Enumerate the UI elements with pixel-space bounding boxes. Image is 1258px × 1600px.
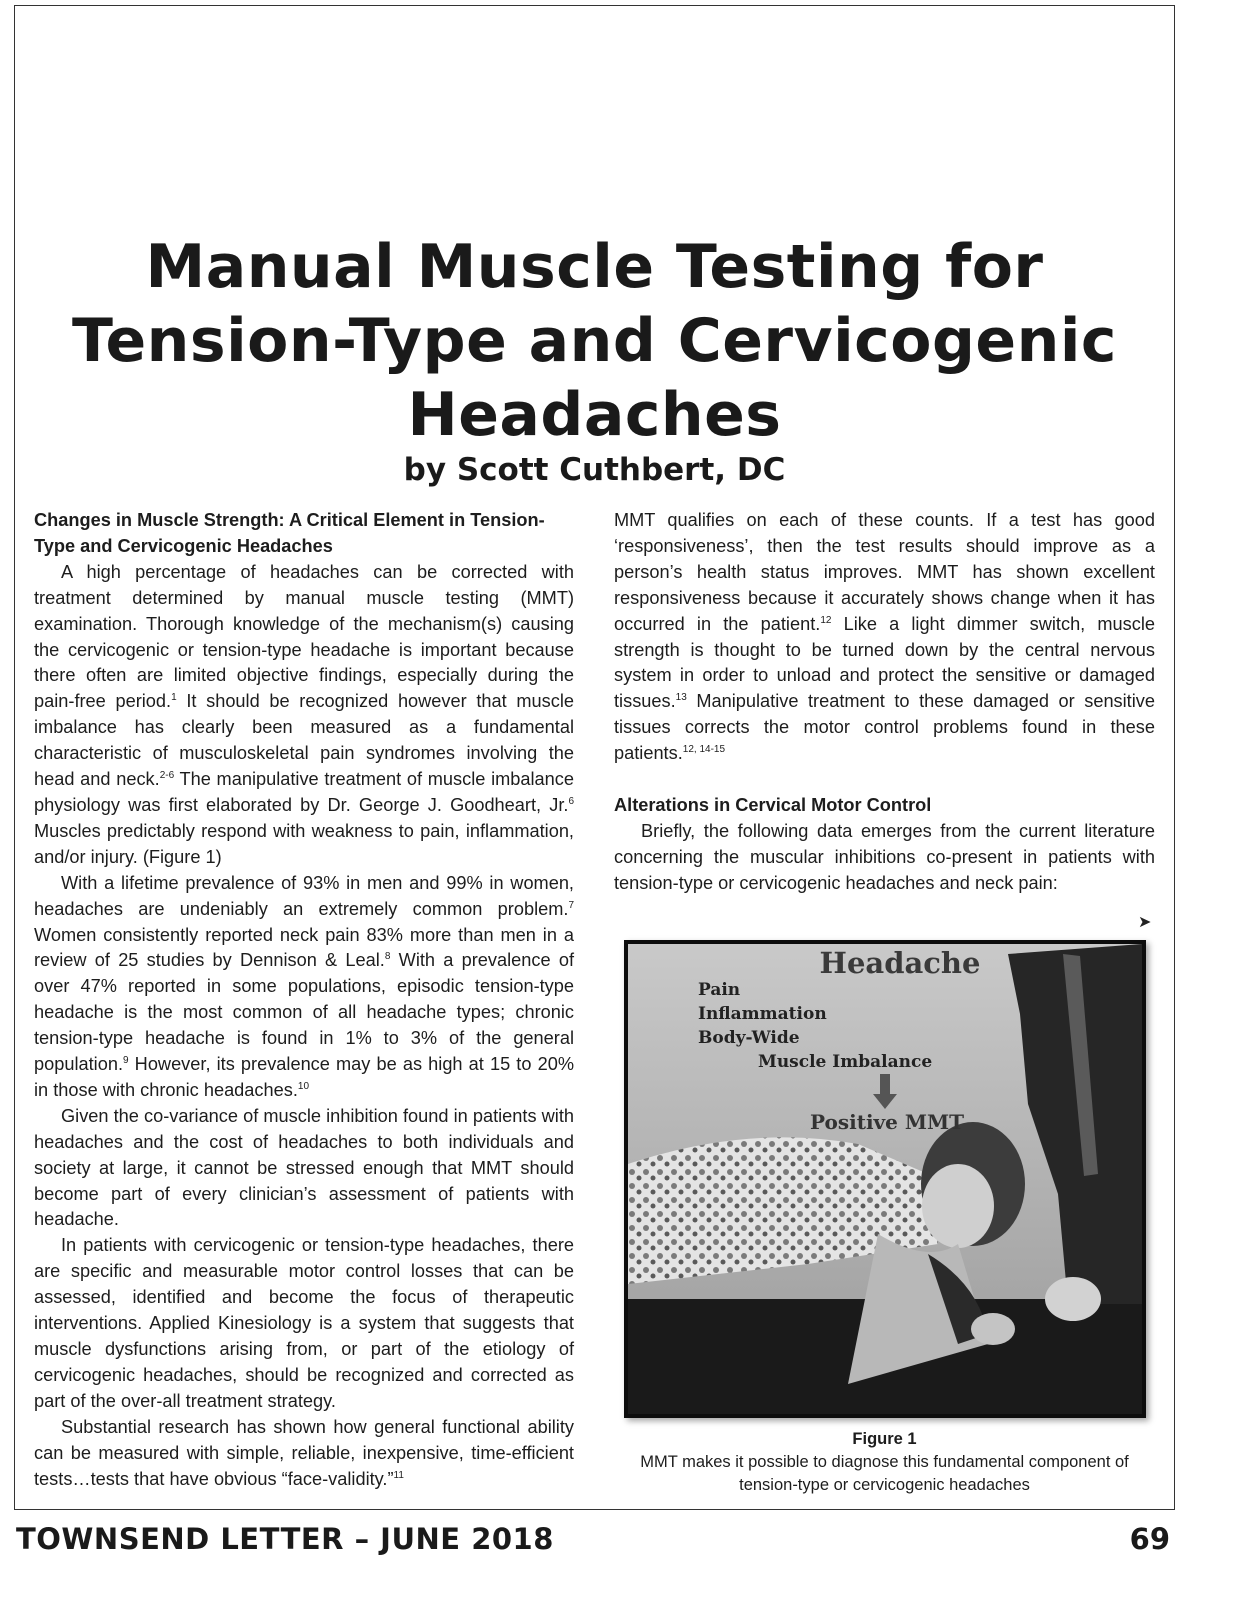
paragraph [614, 508, 1155, 767]
reference-mark: 9 [123, 1055, 129, 1067]
section-heading-1-line2: Type and Cervicogenic Headaches [34, 535, 333, 556]
continue-arrow-icon: ➤ [1138, 914, 1152, 931]
paragraph: In patients with cervicogenic or tension-type headaches, there are specific and measurable motor control losses that can be assessed, identified and become the focus of therapeutic interventions. Applied Kinesiology is a system that suggests that muscle dysfunctions arising from, or part of the etiology of cervicogenic headaches, should be recognized and corrected as part of the over-all treatment strategy. [34, 1235, 574, 1411]
text-run: Substantial research has shown how general functional ability can be measured with simple, reliable, inexpensive, time-efficient tests…tests that have obvious “face-validity.” [34, 1416, 574, 1489]
text-run: With a lifetime prevalence of 93% in men and 99% in women, headaches are undeniably an extremely common problem. [34, 872, 574, 919]
reference-mark: 2-6 [159, 770, 175, 782]
figure-caption-line2: tension-type or cervicogenic headaches [739, 1476, 1030, 1494]
text-run: With a prevalence of over 47% reported in some populations, episodic tension-type headache is the most common of all headache types; chronic tension-type headache is found in 1% to 3% of the general population. [34, 950, 574, 1075]
text-run: It should be recognized however that muscle imbalance has clearly been measured as a fundamental characteristic of musculoskeletal pain syndromes involving the head and neck. [34, 691, 574, 790]
figure-label-muscle-imbalance: Muscle Imbalance [758, 1052, 933, 1072]
footer-publication: TOWNSEND LETTER – JUNE 2018 [16, 1522, 554, 1556]
down-arrow-icon [873, 1074, 897, 1110]
reference-mark: 1 [171, 692, 177, 704]
section-heading-2: Alterations in Cervical Motor Control [614, 795, 932, 816]
section-heading-1-line1: Changes in Muscle Strength: A Critical Element in Tension- [34, 510, 545, 530]
spacer [614, 767, 1155, 793]
figure-label-inflammation: Inflammation [698, 1004, 827, 1024]
figure-caption-title: Figure 1 [852, 1430, 917, 1448]
text-run: Manipulative treatment to these damaged or sensitive tissues corrects the motor control problems found in these patients. [614, 691, 1155, 764]
figure-label-pain: Pain [698, 980, 741, 1000]
figure-label-body-wide: Body-Wide [698, 1028, 800, 1048]
reference-mark: 8 [384, 951, 391, 963]
figure-heading: Headache [819, 946, 981, 980]
text-run: The manipulative treatment of muscle imbalance physiology was first elaborated by Dr. George J. Goodheart, Jr. [34, 769, 574, 815]
reference-mark: 11 [393, 1469, 404, 1481]
text-run: Like a light dimmer switch, muscle strength is thought to be turned down by the central nervous system in order to unload and protect the sensitive or damaged tissues. [614, 613, 1155, 712]
paragraph [34, 1415, 574, 1493]
title-line-2: Tension-Type and Cervicogenic [72, 306, 1117, 376]
page-number: 69 [1129, 1522, 1170, 1556]
reference-mark: 10 [297, 1080, 310, 1092]
paragraph: Briefly, the following data emerges from the current literature concerning the muscular inhibitions co-present in patients with tension-type or cervicogenic headaches and neck pain: [614, 820, 1155, 893]
reference-mark: 12, 14-15 [682, 744, 726, 756]
section-heading-1 [34, 508, 574, 560]
right-column [614, 508, 1155, 897]
paragraph: Given the co-variance of muscle inhibition found in patients with headaches and the cost of headaches to both individuals and society at large, it cannot be stressed enough that MMT should become part of every clinician’s assessment of patients with headache. [34, 1105, 574, 1230]
text-run: Women consistently reported neck pain 83% more than men in a review of 25 studies by Dennison & Leal. [34, 924, 574, 971]
reference-mark: 6 [568, 795, 574, 807]
text-run: A high percentage of headaches can be corrected with treatment determined by manual muscle testing (MMT) examination. Thorough knowledge of the mechanism(s) causing the cervicogenic or tension-type headache is important because there often are limited objective findings, especially during the pain-free period. [34, 561, 574, 712]
title-line-3: Headaches [407, 380, 782, 450]
figure-1-photo [624, 940, 1146, 1418]
left-column [34, 508, 574, 1492]
byline: by Scott Cuthbert, DC [403, 452, 786, 488]
figure-caption [614, 1428, 1155, 1497]
reference-mark: 12 [820, 614, 832, 626]
text-run: Muscles predictably respond with weakness to pain, inflammation, and/or injury. (Figure 1) [34, 820, 574, 867]
reference-mark: 7 [568, 899, 574, 911]
paragraph [34, 560, 574, 871]
text-run: However, its prevalence may be as high at 15 to 20% in those with chronic headaches. [34, 1054, 574, 1100]
figure-caption-line1: MMT makes it possible to diagnose this fundamental component of [640, 1453, 1129, 1471]
article-title [14, 230, 1175, 452]
text-run: MMT qualifies on each of these counts. If a test has good ‘responsiveness’, then the test results should improve as a person’s health status improves. MMT has shown excellent responsiveness because it accurately shows change when it has occurred in the patient. [614, 510, 1155, 634]
figure-label-positive-mmt: Positive MMT [810, 1110, 965, 1134]
paragraph [34, 871, 574, 1104]
reference-mark: 13 [675, 692, 687, 704]
title-line-1: Manual Muscle Testing for [145, 232, 1044, 302]
